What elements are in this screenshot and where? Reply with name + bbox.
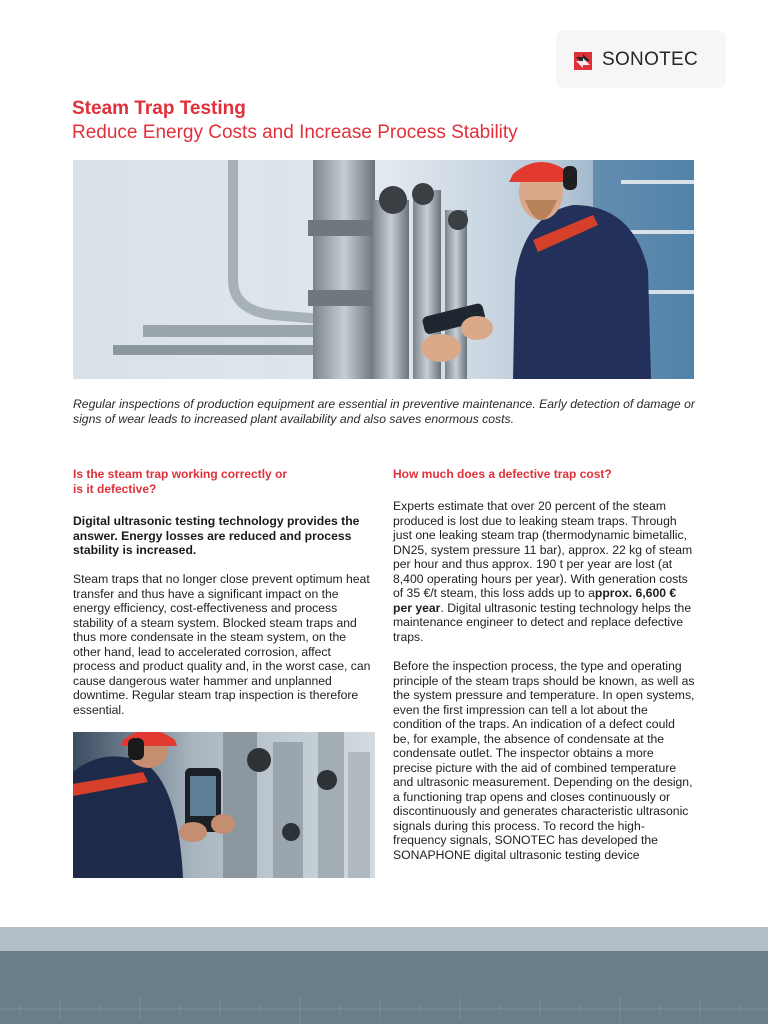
annual-cost-highlight: pprox. 6,600 € per year [393, 586, 677, 615]
left-column-lead: Digital ultrasonic testing technology provides the answer. Energy losses are reduced and process stability is increased. [73, 514, 360, 557]
para1-end: . Digital ultrasonic testing technology helps the maintenance engineer to detect and replace defective traps. [393, 600, 692, 644]
para1-text: Experts estimate that over 20 percent of the steam produced is lost due to leaking steam traps. Through just one leaking steam trap (thermodynamic bimetallic, DN25, system pressure 11 bar), approx. 22 kg of steam per hour and thus approx. 190 t per year are lost (at 8,400 operating hours per year). With generation costs of 35 €/t steam, this loss adds up to a [393, 499, 693, 600]
hero-photo [73, 160, 694, 379]
left-column-heading [73, 467, 363, 496]
brand-logo [556, 30, 726, 88]
right-column-heading: How much does a defective trap cost? [393, 467, 612, 481]
left-heading-line2: is it defective? [73, 481, 157, 496]
page-title: Steam Trap Testing [72, 98, 246, 119]
left-heading-line1: Is the steam trap working correctly or [73, 467, 288, 481]
right-column-paragraph-2: Before the inspection process, the type and operating principle of the steam traps should be known, as well as the system pressure and temperature. In open systems, even the first impression can tell a lot about the condition of the traps. An indication of a defect could be, for example, the absence of condensate at the condensate outlet. The inspector obtains a more precise picture with the aid of combined temperature and ultrasonic measurement. Depending on the design, a functioning trap opens and closes continuously or discontinuously and generates characteristic ultrasonic signals during this process. To record the high-frequency signals, SONOTEC has developed the SONAPHONE digital ultrasonic testing device [393, 659, 695, 862]
sonotec-logo-mark-icon [574, 52, 592, 70]
right-column-paragraph-1 [393, 499, 695, 644]
secondary-photo [73, 732, 375, 878]
intro-paragraph: Regular inspections of production equipment are essential in preventive maintenance. Early detection of damage or signs of wear leads to increased plant availability and also saves enormous costs. [73, 397, 695, 426]
page-subtitle: Reduce Energy Costs and Increase Process Stability [72, 122, 518, 143]
footer-band-dark [0, 951, 768, 1024]
left-column-body: Steam traps that no longer close prevent optimum heat transfer and thus have a significant impact on the energy efficiency, cost-effectiveness and process stability of a steam system. Blocked steam traps and thus more condensate in the steam system, on the other hand, lead to accelerated corrosion, affect process and product quality and, in the worst case, can cause dangerous water hammer and unplanned downtime. Regular steam trap inspection is therefore essential. [73, 572, 371, 717]
brand-name: SONOTEC [602, 49, 699, 70]
footer-band-light [0, 927, 768, 951]
